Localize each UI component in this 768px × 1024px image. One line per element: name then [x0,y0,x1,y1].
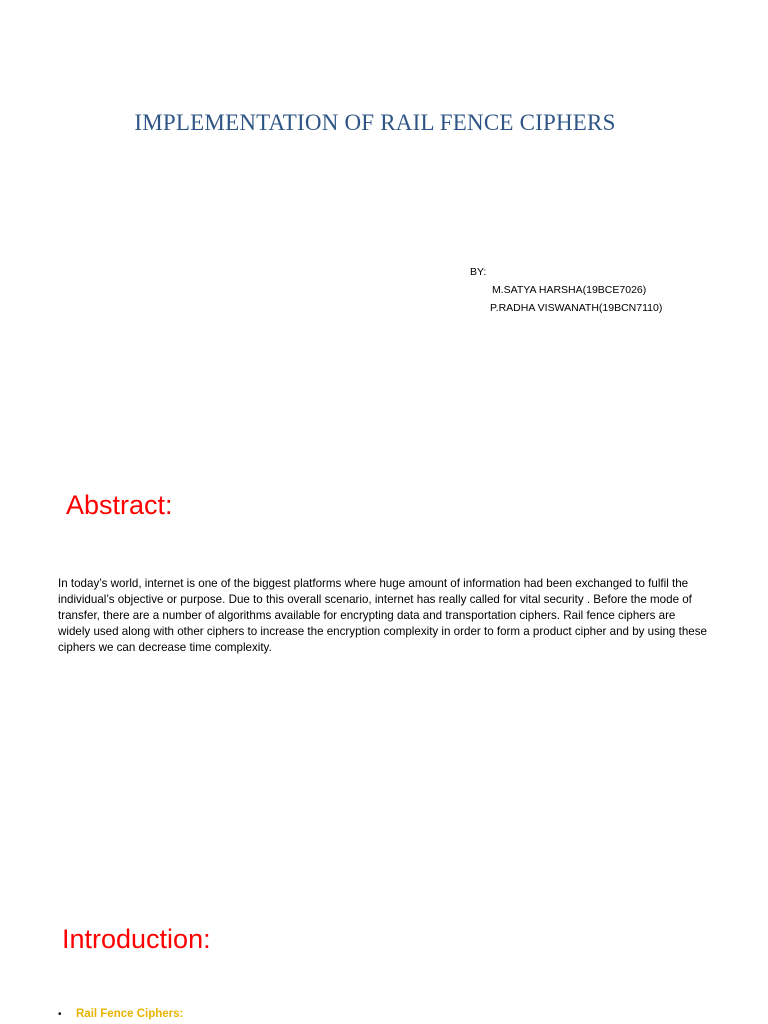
abstract-paragraph: In today’s world, internet is one of the biggest platforms where huge amount of information had been exchanged to fulfil the individual’s objective or purpose. Due to this overall scenario, internet has really called for vital security . Before the mode of transfer, there are a number of algorithms available for encrypting data and transportation ciphers. Rail fence ciphers are widely used along with other ciphers to increase the encryption complexity in order to form a product cipher and by using these ciphers we can decrease time complexity. [58,577,707,654]
bullet-marker: • [58,1008,62,1020]
byline-label: BY: [470,266,487,278]
document-title: IMPLEMENTATION OF RAIL FENCE CIPHERS [134,110,616,135]
list-item [58,1008,183,1020]
introduction-bullet-list [58,1008,183,1020]
introduction-heading: Introduction: [62,924,211,954]
author-name-1: M.SATYA HARSHA(19BCE7026) [492,284,647,296]
bullet-label-rail-fence-ciphers: Rail Fence Ciphers: [76,1008,184,1020]
abstract-heading: Abstract: [66,490,173,520]
author-name-2: P.RADHA VISWANATH(19BCN7110) [490,302,663,314]
